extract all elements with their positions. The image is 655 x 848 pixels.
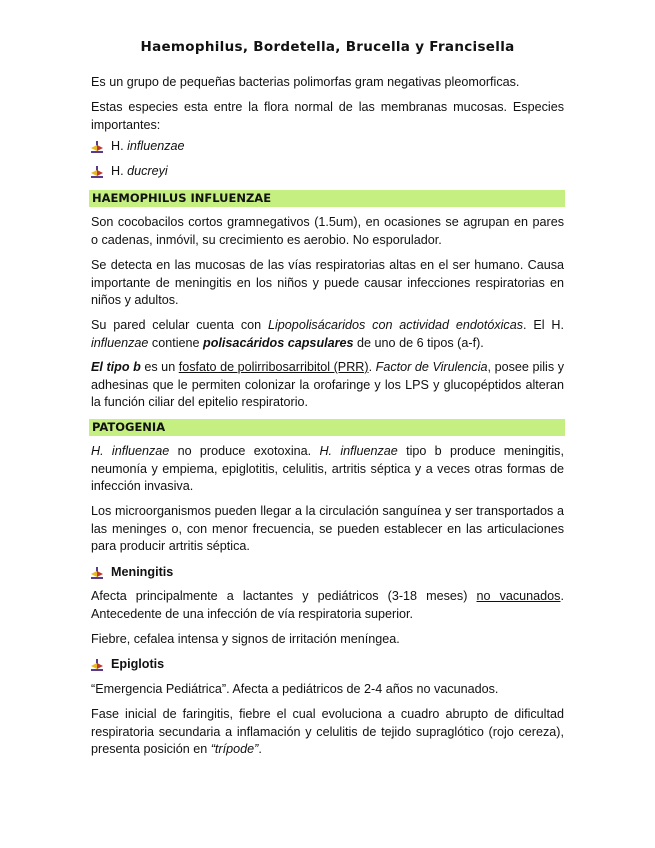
subheading-text: Meningitis bbox=[111, 565, 174, 579]
species-text: H. influenzae bbox=[319, 444, 398, 458]
bullet-icon bbox=[91, 659, 103, 671]
text-span: Fase inicial de faringitis, fiebre el cual evoluciona a cuadro abrupto de dificultad respiratoria secundaria a inflamación y celulitis de tejido supraglótico (rojo cereza), presenta posición en bbox=[91, 707, 564, 756]
section2-paragraph-1 bbox=[91, 443, 564, 496]
not-vaccinated-text: no vacunados bbox=[476, 589, 561, 603]
meningitis-paragraph-2: Fiebre, cefalea intensa y signos de irritación meníngea. bbox=[91, 632, 400, 646]
section1-paragraph-2: Se detecta en las mucosas de las vías respiratorias altas en el ser humano. Causa importante de meningitis en los niños y puede causar infecciones respiratorias en niños y adultos. bbox=[91, 258, 564, 307]
species-text: H. influenzae bbox=[91, 444, 170, 458]
tripode-text: “trípode” bbox=[210, 742, 259, 756]
text-span: tipo b produce meningitis, neumonía y empiema, epiglotitis, celulitis, artritis séptica y a veces otras formas de infección invasiva. bbox=[91, 444, 564, 493]
bullet-item-ducreyi bbox=[91, 163, 168, 180]
epiglotis-paragraph-1: “Emergencia Pediátrica”. Afecta a pediátricos de 2-4 años no vacunados. bbox=[91, 682, 499, 696]
section-heading-patogenia: PATOGENIA bbox=[89, 419, 565, 436]
text-span: contiene bbox=[148, 335, 204, 350]
text-span: es un bbox=[140, 360, 179, 374]
prr-text: fosfato de polirribosarribitol (PRR) bbox=[178, 360, 369, 374]
bullet-prefix: H. bbox=[111, 139, 124, 153]
text-span: , posee pilis y adhesinas que le permiten colonizar la orofaringe y los LPS y glucopéptidos alteran la función ciliar del epitelio respiratorio. bbox=[91, 360, 564, 409]
section1-paragraph-4 bbox=[91, 359, 564, 412]
meningitis-paragraph-1 bbox=[91, 588, 564, 623]
section-heading-haemophilus: HAEMOPHILUS INFLUENZAE bbox=[89, 190, 565, 207]
text-span: . El H. bbox=[523, 318, 565, 332]
subheading-text: Epiglotis bbox=[111, 657, 165, 671]
bullet-icon bbox=[91, 166, 103, 178]
intro-paragraph-2: Estas especies esta entre la flora normal de las membranas mucosas. Especies importantes: bbox=[91, 100, 564, 132]
species-text: influenzae bbox=[91, 335, 149, 350]
bullet-item-influenzae bbox=[91, 138, 185, 155]
page-title: Haemophilus, Bordetella, Brucella y Francisella bbox=[140, 39, 515, 55]
type-b-text: El tipo b bbox=[91, 360, 141, 374]
text-span: no produce exotoxina. bbox=[169, 444, 320, 458]
intro-paragraph-1: Es un grupo de pequeñas bacterias polimorfas gram negativas pleomorficas. bbox=[91, 75, 520, 89]
bullet-icon bbox=[91, 567, 103, 579]
text-span: de uno de 6 tipos (a-f). bbox=[353, 335, 484, 350]
bullet-species-name: influenzae bbox=[127, 139, 185, 153]
bullet-prefix: H. bbox=[111, 164, 124, 178]
capsular-text: polisacáridos capsulares bbox=[203, 335, 354, 350]
virulence-text: Factor de Virulencia bbox=[375, 360, 488, 374]
text-span: . Antecedente de una infección de vía respiratoria superior. bbox=[91, 589, 564, 621]
subheading-epiglotis bbox=[91, 656, 164, 673]
subheading-meningitis bbox=[91, 564, 173, 581]
text-span: Su pared celular cuenta con bbox=[91, 318, 268, 332]
bullet-species-name: ducreyi bbox=[127, 164, 168, 178]
section1-paragraph-1: Son cocobacilos cortos gramnegativos (1.5um), en ocasiones se agrupan en pares o cadenas, inmóvil, su crecimiento es aerobio. No esporulador. bbox=[91, 215, 564, 247]
epiglotis-paragraph-2 bbox=[91, 706, 564, 759]
text-span: . bbox=[258, 742, 262, 756]
text-span: Afecta principalmente a lactantes y pediátricos (3-18 meses) bbox=[91, 589, 477, 603]
section2-paragraph-2: Los microorganismos pueden llegar a la circulación sanguínea y ser transportados a las meninges o, con menor frecuencia, se pueden establecer en las articulaciones para producir artritis séptica. bbox=[91, 504, 564, 553]
bullet-icon bbox=[91, 141, 103, 153]
lps-text: Lipopolisácaridos con actividad endotóxicas bbox=[268, 318, 524, 332]
section1-paragraph-3 bbox=[91, 317, 564, 352]
text-span: . bbox=[368, 360, 376, 374]
